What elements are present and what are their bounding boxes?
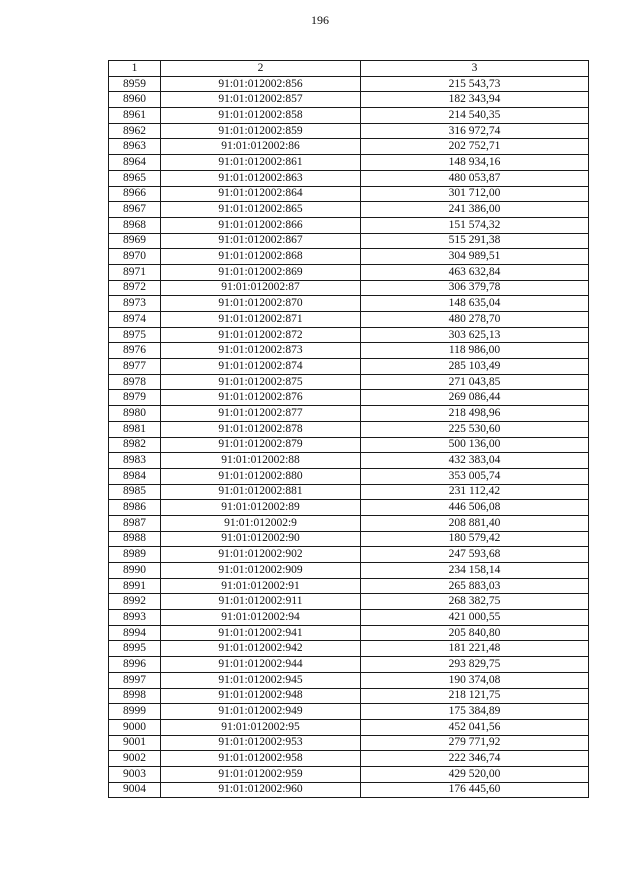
cadastral-number-cell: 91:01:012002:941: [161, 625, 361, 641]
row-number-cell: 8992: [109, 594, 161, 610]
row-number-cell: 8994: [109, 625, 161, 641]
table-row: [109, 233, 589, 249]
row-number-cell: 8977: [109, 359, 161, 375]
value-cell: 446 506,08: [361, 500, 589, 516]
cadastral-number-cell: 91:01:012002:868: [161, 249, 361, 265]
value-cell: 151 574,32: [361, 217, 589, 233]
value-cell: 218 121,75: [361, 688, 589, 704]
value-cell: 353 005,74: [361, 468, 589, 484]
row-number-cell: 8966: [109, 186, 161, 202]
table-row: [109, 249, 589, 265]
value-cell: 148 635,04: [361, 296, 589, 312]
cadastral-number-cell: 91:01:012002:875: [161, 374, 361, 390]
table-row: [109, 123, 589, 139]
cadastral-number-cell: 91:01:012002:867: [161, 233, 361, 249]
table-row: [109, 719, 589, 735]
column-header-1: 1: [109, 61, 161, 77]
table-row: [109, 343, 589, 359]
row-number-cell: 8981: [109, 421, 161, 437]
value-cell: 205 840,80: [361, 625, 589, 641]
cadastral-number-cell: 91:01:012002:874: [161, 359, 361, 375]
value-cell: 463 632,84: [361, 264, 589, 280]
table-row: [109, 578, 589, 594]
column-header-3: 3: [361, 61, 589, 77]
table-row: [109, 766, 589, 782]
row-number-cell: 8980: [109, 406, 161, 422]
cadastral-number-cell: 91:01:012002:871: [161, 312, 361, 328]
cadastral-number-cell: 91:01:012002:866: [161, 217, 361, 233]
row-number-cell: 8979: [109, 390, 161, 406]
cadastral-number-cell: 91:01:012002:876: [161, 390, 361, 406]
row-number-cell: 9002: [109, 751, 161, 767]
value-cell: 218 498,96: [361, 406, 589, 422]
table-row: [109, 359, 589, 375]
table-row: [109, 735, 589, 751]
row-number-cell: 8975: [109, 327, 161, 343]
row-number-cell: 8988: [109, 531, 161, 547]
cadastral-number-cell: 91:01:012002:86: [161, 139, 361, 155]
value-cell: 190 374,08: [361, 672, 589, 688]
cadastral-number-cell: 91:01:012002:881: [161, 484, 361, 500]
value-cell: 202 752,71: [361, 139, 589, 155]
header-row: [109, 61, 589, 77]
table-row: [109, 421, 589, 437]
row-number-cell: 8989: [109, 547, 161, 563]
value-cell: 241 386,00: [361, 202, 589, 218]
column-header-2: 2: [161, 61, 361, 77]
value-cell: 271 043,85: [361, 374, 589, 390]
row-number-cell: 8985: [109, 484, 161, 500]
table-row: [109, 202, 589, 218]
cadastral-number-cell: 91:01:012002:877: [161, 406, 361, 422]
cadastral-number-cell: 91:01:012002:873: [161, 343, 361, 359]
table-row: [109, 688, 589, 704]
row-number-cell: 8982: [109, 437, 161, 453]
value-cell: 515 291,38: [361, 233, 589, 249]
table-row: [109, 547, 589, 563]
table-row: [109, 327, 589, 343]
value-cell: 234 158,14: [361, 563, 589, 579]
value-cell: 222 346,74: [361, 751, 589, 767]
value-cell: 247 593,68: [361, 547, 589, 563]
row-number-cell: 8990: [109, 563, 161, 579]
value-cell: 225 530,60: [361, 421, 589, 437]
row-number-cell: 8973: [109, 296, 161, 312]
row-number-cell: 8962: [109, 123, 161, 139]
cadastral-number-cell: 91:01:012002:91: [161, 578, 361, 594]
value-cell: 214 540,35: [361, 108, 589, 124]
cadastral-number-cell: 91:01:012002:945: [161, 672, 361, 688]
row-number-cell: 8978: [109, 374, 161, 390]
table-header: [109, 61, 589, 77]
cadastral-number-cell: 91:01:012002:861: [161, 155, 361, 171]
value-cell: 268 382,75: [361, 594, 589, 610]
table-row: [109, 406, 589, 422]
table-row: [109, 374, 589, 390]
row-number-cell: 8996: [109, 657, 161, 673]
cadastral-number-cell: 91:01:012002:89: [161, 500, 361, 516]
row-number-cell: 8967: [109, 202, 161, 218]
cadastral-number-cell: 91:01:012002:869: [161, 264, 361, 280]
cadastral-number-cell: 91:01:012002:870: [161, 296, 361, 312]
value-cell: 293 829,75: [361, 657, 589, 673]
cadastral-value-table: [108, 60, 589, 798]
table-row: [109, 92, 589, 108]
value-cell: 301 712,00: [361, 186, 589, 202]
cadastral-number-cell: 91:01:012002:90: [161, 531, 361, 547]
cadastral-number-cell: 91:01:012002:909: [161, 563, 361, 579]
row-number-cell: 9003: [109, 766, 161, 782]
cadastral-number-cell: 91:01:012002:863: [161, 170, 361, 186]
cadastral-number-cell: 91:01:012002:858: [161, 108, 361, 124]
table-body: [109, 76, 589, 798]
cadastral-number-cell: 91:01:012002:948: [161, 688, 361, 704]
value-cell: 175 384,89: [361, 704, 589, 720]
row-number-cell: 8965: [109, 170, 161, 186]
table-row: [109, 515, 589, 531]
cadastral-number-cell: 91:01:012002:872: [161, 327, 361, 343]
table-row: [109, 437, 589, 453]
value-cell: 215 543,73: [361, 76, 589, 92]
row-number-cell: 8987: [109, 515, 161, 531]
value-cell: 182 343,94: [361, 92, 589, 108]
row-number-cell: 8961: [109, 108, 161, 124]
cadastral-number-cell: 91:01:012002:878: [161, 421, 361, 437]
cadastral-number-cell: 91:01:012002:911: [161, 594, 361, 610]
value-cell: 148 934,16: [361, 155, 589, 171]
cadastral-number-cell: 91:01:012002:879: [161, 437, 361, 453]
row-number-cell: 8997: [109, 672, 161, 688]
row-number-cell: 8986: [109, 500, 161, 516]
row-number-cell: 8970: [109, 249, 161, 265]
row-number-cell: 8998: [109, 688, 161, 704]
value-cell: 180 579,42: [361, 531, 589, 547]
table-row: [109, 484, 589, 500]
cadastral-number-cell: 91:01:012002:942: [161, 641, 361, 657]
cadastral-number-cell: 91:01:012002:958: [161, 751, 361, 767]
row-number-cell: 8959: [109, 76, 161, 92]
table-row: [109, 76, 589, 92]
table-row: [109, 594, 589, 610]
cadastral-number-cell: 91:01:012002:960: [161, 782, 361, 798]
row-number-cell: 8983: [109, 453, 161, 469]
table-row: [109, 672, 589, 688]
row-number-cell: 8993: [109, 610, 161, 626]
value-cell: 429 520,00: [361, 766, 589, 782]
table-row: [109, 751, 589, 767]
table-row: [109, 468, 589, 484]
row-number-cell: 8976: [109, 343, 161, 359]
cadastral-number-cell: 91:01:012002:95: [161, 719, 361, 735]
row-number-cell: 9000: [109, 719, 161, 735]
cadastral-number-cell: 91:01:012002:856: [161, 76, 361, 92]
table-row: [109, 704, 589, 720]
table-row: [109, 657, 589, 673]
cadastral-number-cell: 91:01:012002:949: [161, 704, 361, 720]
value-cell: 231 112,42: [361, 484, 589, 500]
cadastral-number-cell: 91:01:012002:902: [161, 547, 361, 563]
row-number-cell: 9001: [109, 735, 161, 751]
table-row: [109, 312, 589, 328]
value-cell: 118 986,00: [361, 343, 589, 359]
row-number-cell: 8999: [109, 704, 161, 720]
value-cell: 279 771,92: [361, 735, 589, 751]
row-number-cell: 8991: [109, 578, 161, 594]
value-cell: 480 278,70: [361, 312, 589, 328]
row-number-cell: 8995: [109, 641, 161, 657]
value-cell: 452 041,56: [361, 719, 589, 735]
row-number-cell: 8972: [109, 280, 161, 296]
page-number: 196: [311, 13, 329, 27]
cadastral-number-cell: 91:01:012002:880: [161, 468, 361, 484]
row-number-cell: 8984: [109, 468, 161, 484]
value-cell: 265 883,03: [361, 578, 589, 594]
cadastral-number-cell: 91:01:012002:953: [161, 735, 361, 751]
table-row: [109, 782, 589, 798]
row-number-cell: 8971: [109, 264, 161, 280]
value-cell: 285 103,49: [361, 359, 589, 375]
cadastral-number-cell: 91:01:012002:87: [161, 280, 361, 296]
value-cell: 304 989,51: [361, 249, 589, 265]
value-cell: 181 221,48: [361, 641, 589, 657]
value-cell: 269 086,44: [361, 390, 589, 406]
value-cell: 208 881,40: [361, 515, 589, 531]
value-cell: 432 383,04: [361, 453, 589, 469]
value-cell: 306 379,78: [361, 280, 589, 296]
table-row: [109, 186, 589, 202]
table-row: [109, 610, 589, 626]
table-row: [109, 139, 589, 155]
cadastral-number-cell: 91:01:012002:864: [161, 186, 361, 202]
cadastral-number-cell: 91:01:012002:88: [161, 453, 361, 469]
table-row: [109, 280, 589, 296]
table-row: [109, 390, 589, 406]
table-row: [109, 625, 589, 641]
cadastral-number-cell: 91:01:012002:857: [161, 92, 361, 108]
value-cell: 176 445,60: [361, 782, 589, 798]
table-row: [109, 264, 589, 280]
table-row: [109, 531, 589, 547]
table-row: [109, 500, 589, 516]
row-number-cell: 8974: [109, 312, 161, 328]
cadastral-number-cell: 91:01:012002:959: [161, 766, 361, 782]
table-row: [109, 108, 589, 124]
row-number-cell: 8969: [109, 233, 161, 249]
cadastral-number-cell: 91:01:012002:9: [161, 515, 361, 531]
table-row: [109, 170, 589, 186]
cadastral-number-cell: 91:01:012002:865: [161, 202, 361, 218]
row-number-cell: 8963: [109, 139, 161, 155]
table-row: [109, 217, 589, 233]
value-cell: 303 625,13: [361, 327, 589, 343]
value-cell: 421 000,55: [361, 610, 589, 626]
value-cell: 500 136,00: [361, 437, 589, 453]
row-number-cell: 9004: [109, 782, 161, 798]
table-row: [109, 296, 589, 312]
value-cell: 480 053,87: [361, 170, 589, 186]
cadastral-number-cell: 91:01:012002:94: [161, 610, 361, 626]
cadastral-number-cell: 91:01:012002:859: [161, 123, 361, 139]
cadastral-number-cell: 91:01:012002:944: [161, 657, 361, 673]
row-number-cell: 8960: [109, 92, 161, 108]
row-number-cell: 8968: [109, 217, 161, 233]
value-cell: 316 972,74: [361, 123, 589, 139]
row-number-cell: 8964: [109, 155, 161, 171]
table-row: [109, 453, 589, 469]
table-row: [109, 641, 589, 657]
table-row: [109, 563, 589, 579]
table-row: [109, 155, 589, 171]
